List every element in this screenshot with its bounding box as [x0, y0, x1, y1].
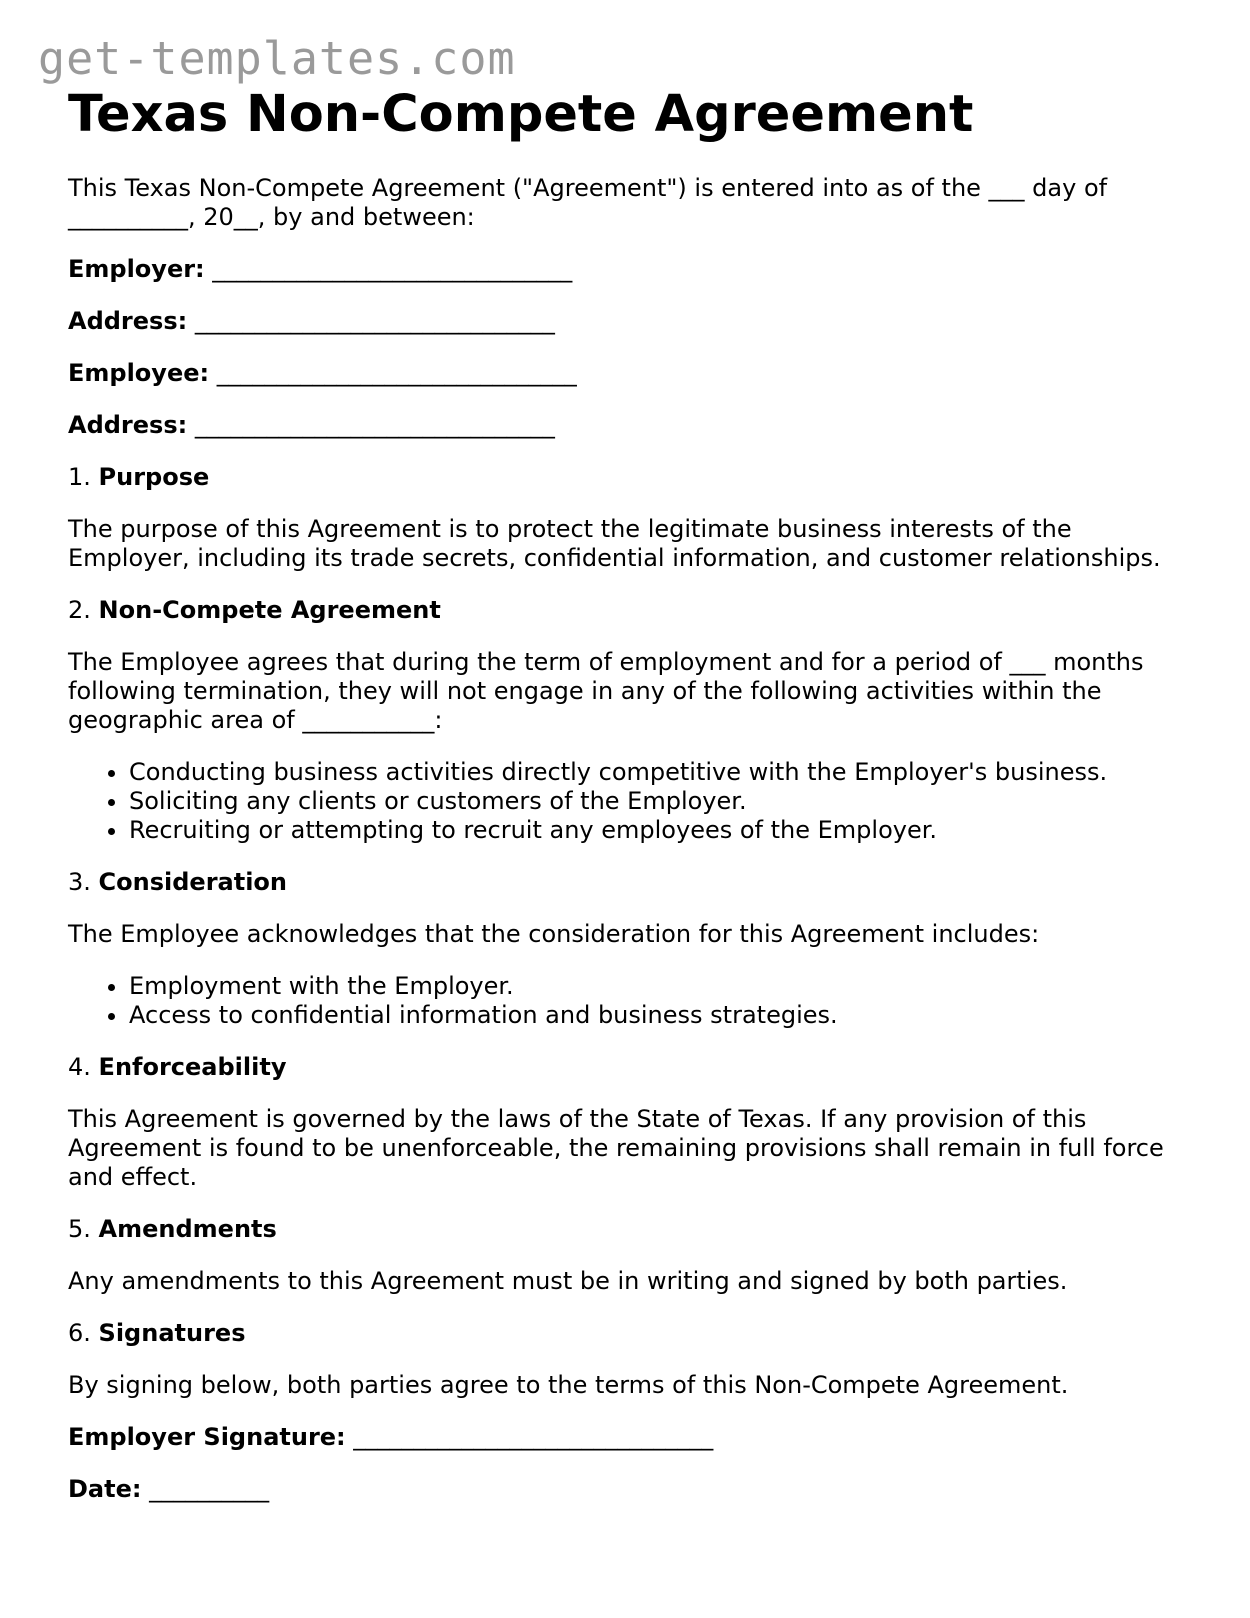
- restricted-activities-list: [68, 758, 1188, 845]
- section-number: 2.: [68, 596, 91, 625]
- document-title: Texas Non-Compete Agreement: [68, 85, 974, 144]
- fill-blank: ______________________________: [194, 307, 555, 336]
- section-heading-purpose: [68, 463, 1188, 492]
- field-label: Address:: [68, 307, 188, 336]
- field-label: Employee:: [68, 359, 210, 388]
- section-body-purpose: The purpose of this Agreement is to protect the legitimate business interests of the Employer, including its trade secrets, confidential information, and customer relationships.: [68, 515, 1161, 573]
- fill-blank: ______________________________: [212, 255, 573, 284]
- section-heading-amendments: [68, 1215, 1188, 1244]
- section-body-enforceability: This Agreement is governed by the laws of the State of Texas. If any provision of this Agreement is found to be unenforceable, the remaining provisions shall remain in full force and effect.: [68, 1105, 1164, 1192]
- fill-blank: __________: [149, 1475, 270, 1504]
- employer-address-field: [68, 307, 1188, 336]
- fill-blank: ______________________________: [353, 1423, 714, 1452]
- section-heading-signatures: [68, 1319, 1188, 1348]
- fill-blank: ______________________________: [194, 411, 555, 440]
- intro-paragraph: This Texas Non-Compete Agreement ("Agreement") is entered into as of the ___ day of __________, 20__, by and between:: [68, 174, 1108, 232]
- field-label: Date:: [68, 1475, 142, 1504]
- list-item: • Soliciting any clients or customers of the Employer.: [129, 787, 1188, 816]
- list-item: • Recruiting or attempting to recruit any employees of the Employer.: [129, 816, 1188, 845]
- consideration-list: [68, 972, 1188, 1030]
- employee-field: [68, 359, 1188, 388]
- employee-address-field: [68, 411, 1188, 440]
- section-title: Purpose: [98, 463, 210, 492]
- section-heading-enforceability: [68, 1053, 1188, 1082]
- section-title: Amendments: [98, 1215, 277, 1244]
- section-number: 3.: [68, 868, 91, 897]
- section-body-amendments: Any amendments to this Agreement must be in writing and signed by both parties.: [68, 1267, 1068, 1296]
- section-heading-non-compete: [68, 596, 1188, 625]
- section-body-consideration: The Employee acknowledges that the consideration for this Agreement includes:: [68, 920, 1040, 949]
- section-number: 1.: [68, 463, 91, 492]
- section-body-non-compete: The Employee agrees that during the term of employment and for a period of ___ months following termination, they will not engage in any of the following activities within the geographic area of ___________:: [68, 648, 1144, 735]
- section-number: 4.: [68, 1053, 91, 1082]
- section-number: 6.: [68, 1319, 91, 1348]
- date-field: [68, 1475, 1188, 1504]
- section-title: Signatures: [98, 1319, 246, 1348]
- section-title: Enforceability: [98, 1053, 287, 1082]
- section-body-signatures: By signing below, both parties agree to the terms of this Non-Compete Agreement.: [68, 1371, 1069, 1400]
- list-item: • Conducting business activities directly competitive with the Employer's business.: [129, 758, 1188, 787]
- employer-field: [68, 255, 1188, 284]
- list-item: • Access to confidential information and business strategies.: [129, 1001, 1188, 1030]
- section-title: Consideration: [98, 868, 288, 897]
- watermark: get-templates.com: [38, 32, 516, 85]
- document-page: [68, 84, 1188, 1504]
- employer-signature-field: [68, 1423, 1188, 1452]
- section-number: 5.: [68, 1215, 91, 1244]
- section-title: Non-Compete Agreement: [98, 596, 441, 625]
- fill-blank: ______________________________: [216, 359, 577, 388]
- field-label: Employer:: [68, 255, 205, 284]
- field-label: Employer Signature:: [68, 1423, 346, 1452]
- list-item: • Employment with the Employer.: [129, 972, 1188, 1001]
- section-heading-consideration: [68, 868, 1188, 897]
- field-label: Address:: [68, 411, 188, 440]
